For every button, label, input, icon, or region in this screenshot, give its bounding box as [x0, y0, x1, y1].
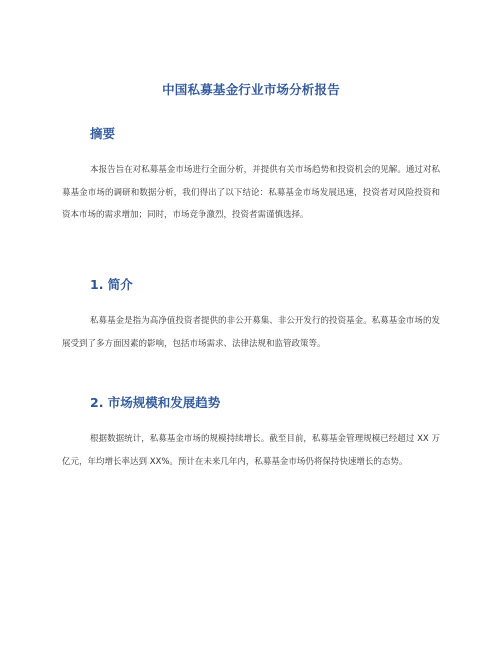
document-title: 中国私募基金行业市场分析报告	[162, 82, 340, 97]
section-body-introduction: 私募基金是指为高净值投资者提供的非公开募集、非公开发行的投资基金。私募基金市场的发展受到了多方面因素的影响，包括市场需求、法律法规和监管政策等。	[62, 316, 440, 349]
section-heading-introduction: 1. 简介	[90, 277, 133, 292]
section-body-summary: 本报告旨在对私募基金市场进行全面分析，并提供有关市场趋势和投资机会的见解。通过对私募基金市场的调研和数据分析，我们得出了以下结论：私募基金市场发展迅速，投资者对风险投资和资本市场的需求增加；同时，市场竞争激烈，投资者需谨慎选择。	[62, 165, 440, 220]
section-body-market-size: 根据数据统计，私募基金市场的规模持续增长。截至目前，私募基金管理规模已经超过 XX 万亿元，年均增长率达到 XX%。预计在未来几年内，私募基金市场仍将保持快速增长的态势。	[62, 434, 440, 467]
section-heading-summary: 摘要	[90, 126, 116, 141]
section-heading-market-size: 2. 市场规模和发展趋势	[90, 395, 221, 410]
